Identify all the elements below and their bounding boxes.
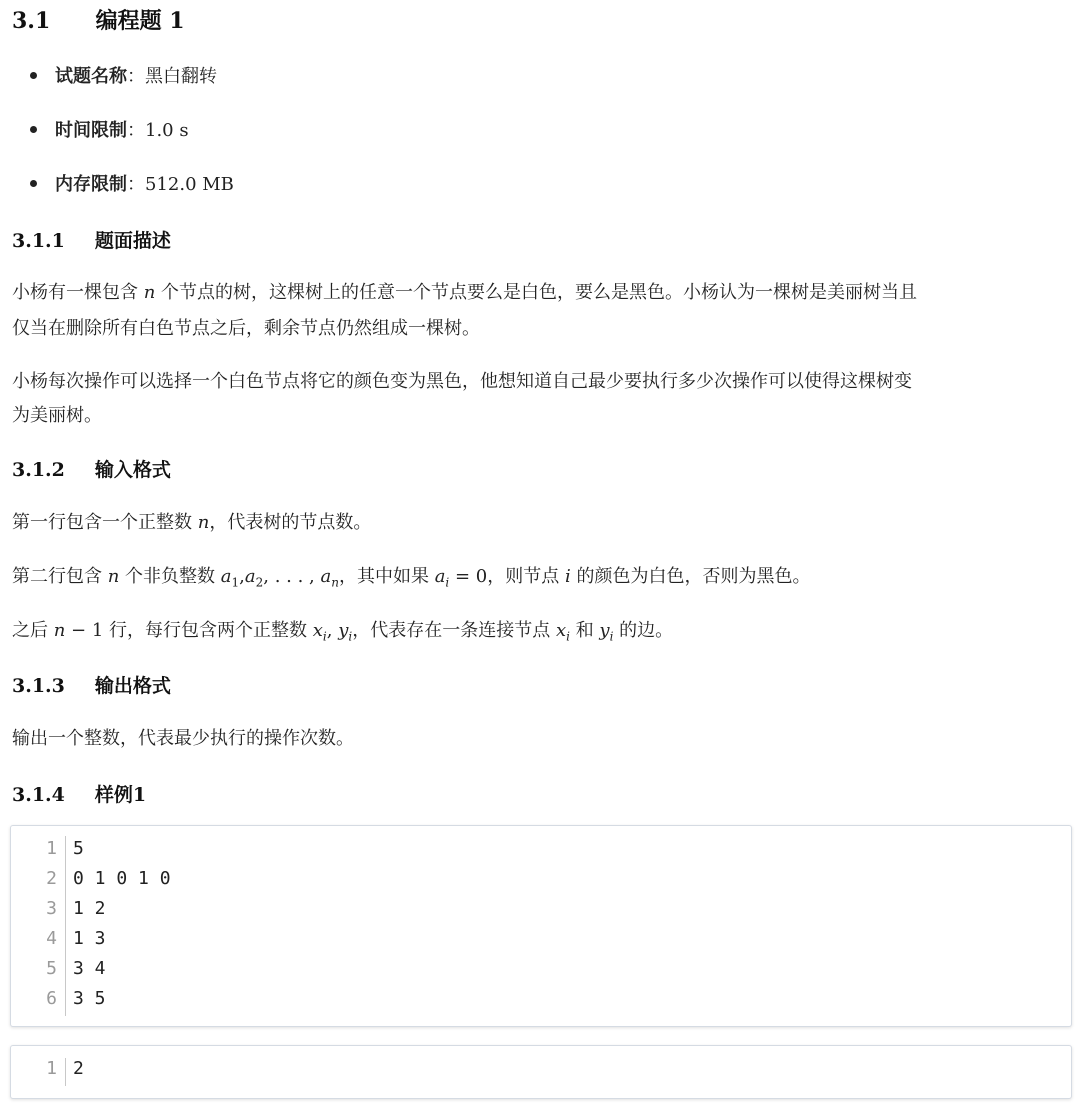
code-text: 0 1 0 1 0	[73, 868, 171, 889]
math-sep: , . . . ,	[263, 566, 321, 587]
code-text: 1 2	[73, 898, 106, 919]
math-var: x	[555, 620, 567, 641]
math-var: a	[244, 566, 256, 587]
line-number: 4	[46, 928, 57, 949]
math-sub: i	[445, 575, 450, 590]
math-var: y	[338, 620, 349, 641]
text: 第二行包含	[12, 566, 108, 587]
line-number: 6	[46, 988, 57, 1009]
code-text: 1 3	[73, 928, 106, 949]
description-paragraph-2-line-2: 为美丽树。	[12, 405, 102, 426]
subsection-number: 3.1.4	[12, 784, 65, 806]
meta-item-time	[30, 116, 189, 142]
text: 之后	[12, 620, 54, 641]
subsection-title: 输出格式	[94, 675, 171, 697]
meta-label: 试题名称	[55, 66, 127, 87]
meta-sep: ：	[127, 120, 145, 141]
subsection-heading-description	[12, 226, 171, 253]
math-var: a	[320, 566, 332, 587]
text: ，代表存在一条连接节点	[352, 620, 556, 641]
code-line	[11, 1058, 1071, 1088]
math-sub: i	[322, 629, 327, 644]
math-expr: − 1	[65, 620, 104, 641]
meta-value: 512.0 MB	[145, 174, 234, 195]
line-number: 1	[46, 838, 57, 859]
sample-output-code-block[interactable]	[10, 1045, 1072, 1099]
output-description: 输出一个整数，代表最少执行的操作次数。	[12, 728, 354, 749]
subsection-heading-output	[12, 671, 171, 698]
text: 小杨有一棵包含	[12, 282, 144, 303]
text: ，代表树的节点数。	[209, 512, 372, 533]
input-line-1	[12, 508, 371, 534]
input-line-3	[12, 616, 673, 644]
math-expr: = 0	[449, 566, 488, 587]
code-line	[11, 928, 1071, 958]
subsection-title: 样例1	[94, 784, 147, 806]
math-sep: ,	[326, 620, 339, 641]
code-text: 3 5	[73, 988, 106, 1009]
math-var: i	[564, 566, 571, 587]
math-sub: n	[331, 575, 339, 590]
code-text: 5	[73, 838, 84, 859]
text: ，则节点	[487, 566, 565, 587]
code-line	[11, 898, 1071, 928]
text: 的颜色为白色，否则为黑色。	[570, 566, 811, 587]
description-paragraph-1-line-2: 仅当在删除所有白色节点之后，剩余节点仍然组成一棵树。	[12, 318, 480, 339]
math-var: x	[312, 620, 323, 641]
math-var: n	[107, 566, 120, 587]
math-sub: i	[348, 629, 353, 644]
section-title: 编程题 1	[95, 8, 185, 34]
meta-label: 时间限制	[55, 120, 127, 141]
math-var: y	[599, 620, 610, 641]
code-line	[11, 958, 1071, 988]
math-sep: ,	[239, 566, 245, 587]
description-paragraph-2-line-1: 小杨每次操作可以选择一个白色节点将它的颜色变为黑色，他想知道自己最少要执行多少次操作可以使得这棵树变	[12, 371, 912, 392]
section-heading	[12, 4, 185, 35]
meta-item-memory	[30, 170, 234, 196]
text: ，其中如果	[338, 566, 435, 587]
math-var: n	[53, 620, 66, 641]
code-text: 2	[73, 1058, 84, 1079]
line-number: 3	[46, 898, 57, 919]
meta-item-name	[30, 62, 217, 88]
code-line	[11, 988, 1071, 1018]
subsection-number: 3.1.1	[12, 230, 65, 252]
subsection-title: 题面描述	[94, 230, 171, 252]
meta-label: 内存限制	[55, 174, 127, 195]
line-number: 1	[46, 1058, 57, 1079]
math-sub: 2	[255, 575, 264, 590]
code-line	[11, 838, 1071, 868]
subsection-heading-sample	[12, 780, 146, 807]
meta-sep: ：	[127, 66, 145, 87]
subsection-title: 输入格式	[94, 459, 171, 481]
math-var: a	[220, 566, 232, 587]
text: 和	[569, 620, 600, 641]
input-line-2	[12, 562, 810, 590]
math-sub: 1	[231, 575, 240, 590]
text: 个非负整数	[119, 566, 221, 587]
code-line	[11, 868, 1071, 898]
meta-sep: ：	[127, 174, 145, 195]
text: 的边。	[613, 620, 674, 641]
text: 第一行包含一个正整数	[12, 512, 198, 533]
math-sub: i	[566, 629, 570, 644]
code-text: 3 4	[73, 958, 106, 979]
math-var: n	[197, 512, 210, 533]
line-number: 5	[46, 958, 57, 979]
bullet-icon	[30, 72, 37, 79]
math-var: a	[434, 566, 446, 587]
sample-input-code-block[interactable]	[10, 825, 1072, 1027]
bullet-icon	[30, 126, 37, 133]
math-sub: i	[609, 629, 614, 644]
description-paragraph-1-line-1	[12, 278, 917, 304]
math-var: n	[143, 282, 156, 303]
line-number: 2	[46, 868, 57, 889]
subsection-number: 3.1.2	[12, 459, 65, 481]
meta-value: 1.0 s	[145, 120, 189, 141]
meta-value: 黑白翻转	[145, 66, 217, 87]
bullet-icon	[30, 180, 37, 187]
subsection-heading-input	[12, 455, 171, 482]
text: 个节点的树，这棵树上的任意一个节点要么是白色，要么是黑色。小杨认为一棵树是美丽树当且	[155, 282, 918, 303]
section-number: 3.1	[12, 8, 51, 34]
subsection-number: 3.1.3	[12, 675, 65, 697]
text: 行，每行包含两个正整数	[103, 620, 313, 641]
